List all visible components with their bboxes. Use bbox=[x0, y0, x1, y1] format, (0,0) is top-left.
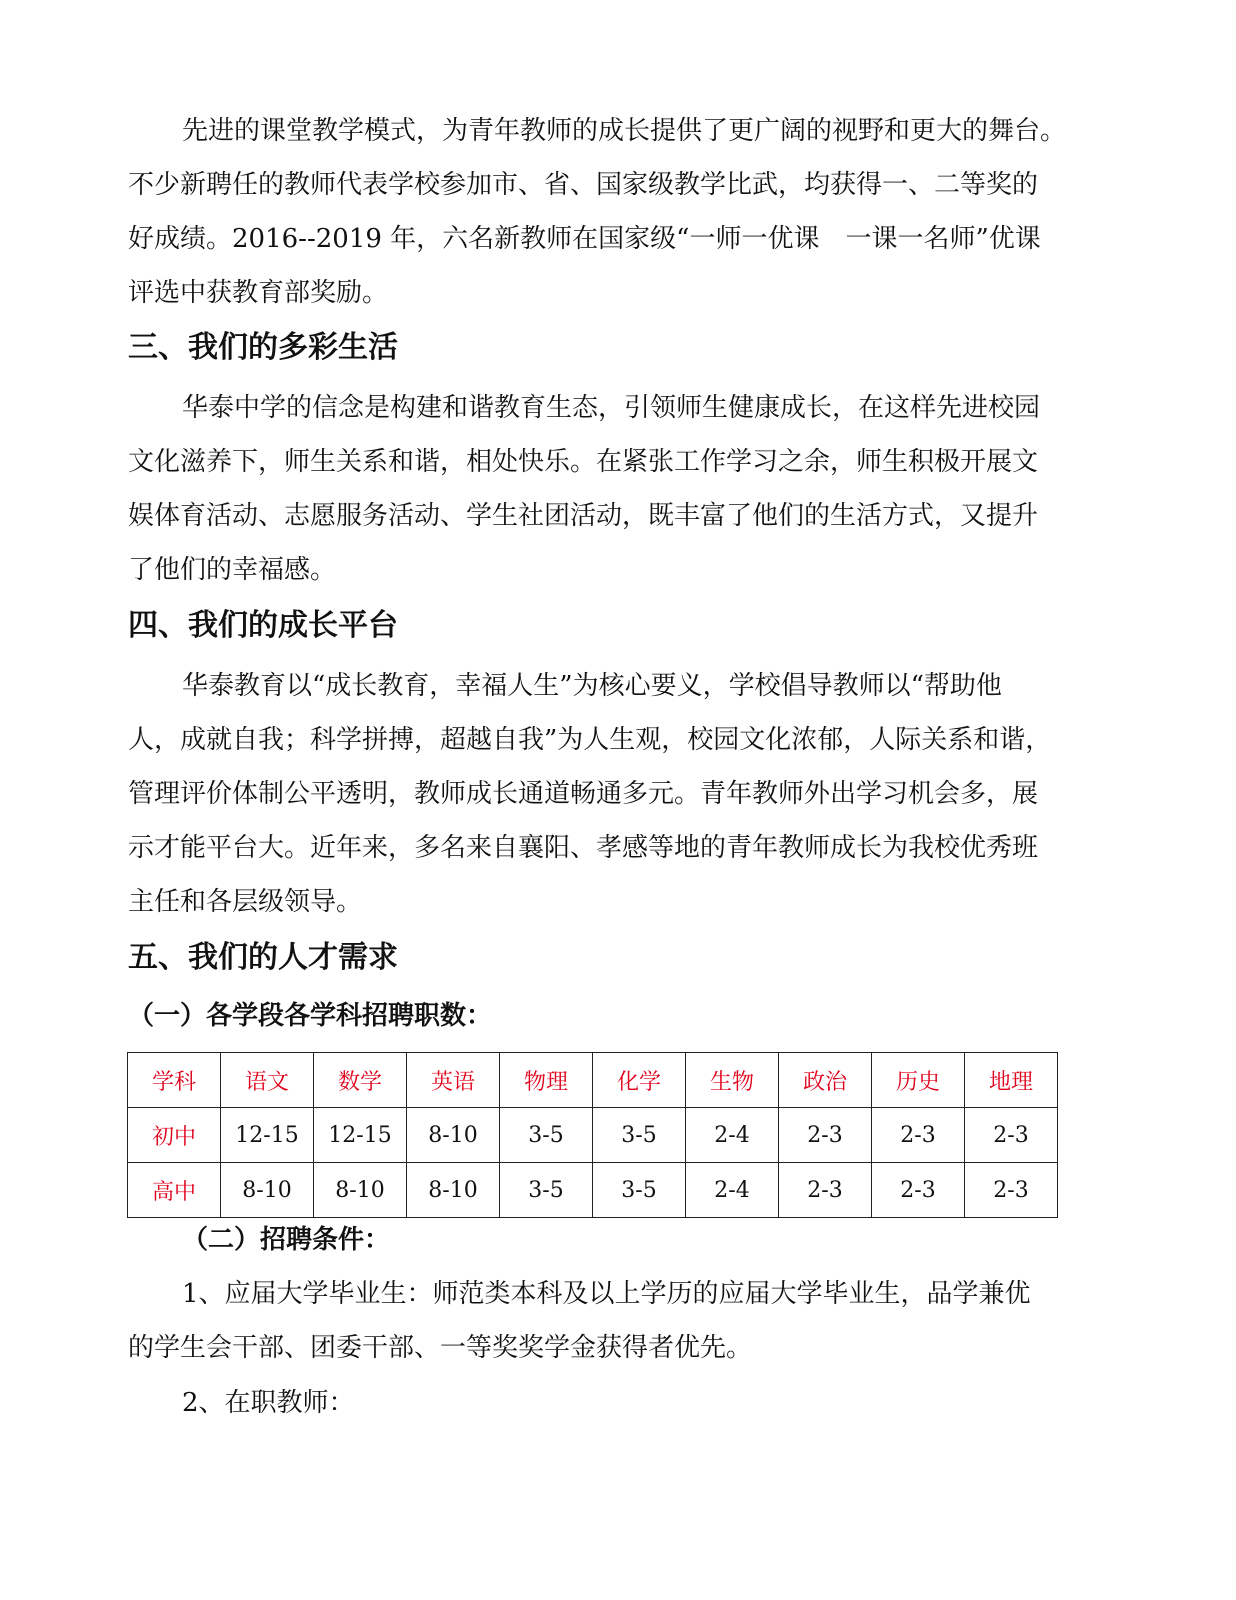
text-line: 先进的课堂教学模式，为青年教师的成长提供了更广阔的视野和更大的舞台。 bbox=[182, 116, 1067, 146]
table-header-cell: 历史 bbox=[872, 1053, 965, 1108]
text-line: 娱体育活动、志愿服务活动、学生社团活动，既丰富了他们的生活方式，又提升 bbox=[128, 501, 1039, 531]
subheading-conditions: （二）招聘条件： bbox=[182, 1225, 391, 1255]
paragraph-growth-platform bbox=[128, 659, 1128, 929]
paragraph-condition-graduates bbox=[128, 1267, 1128, 1375]
table-cell: 8-10 bbox=[221, 1163, 314, 1218]
table-cell: 12-15 bbox=[221, 1108, 314, 1163]
paragraph-colorful-life bbox=[128, 381, 1128, 597]
text-line: 主任和各层级领导。 bbox=[128, 887, 363, 917]
section-heading-talent: 五、我们的人才需求 bbox=[128, 940, 398, 975]
table-header-cell: 物理 bbox=[500, 1053, 593, 1108]
table-cell: 3-5 bbox=[593, 1163, 686, 1218]
table-cell: 2-3 bbox=[965, 1108, 1058, 1163]
text-line: 华泰教育以“成长教育，幸福人生”为核心要义，学校倡导教师以“帮助他 bbox=[182, 671, 1002, 701]
text-line: 的学生会干部、团委干部、一等奖奖学金获得者优先。 bbox=[128, 1333, 753, 1363]
paragraph-teaching-achievements bbox=[128, 104, 1128, 320]
table-cell: 2-3 bbox=[872, 1163, 965, 1218]
table-header-cell: 数学 bbox=[314, 1053, 407, 1108]
table-cell: 8-10 bbox=[407, 1108, 500, 1163]
text-line: 了他们的幸福感。 bbox=[128, 555, 337, 585]
table-cell: 3-5 bbox=[500, 1108, 593, 1163]
table-cell: 8-10 bbox=[314, 1163, 407, 1218]
table-row bbox=[128, 1108, 1058, 1163]
table-header-cell: 英语 bbox=[407, 1053, 500, 1108]
table-cell: 2-3 bbox=[965, 1163, 1058, 1218]
text-line: 2、在职教师： bbox=[182, 1388, 355, 1418]
table-header-cell: 政治 bbox=[779, 1053, 872, 1108]
table-cell: 2-3 bbox=[779, 1108, 872, 1163]
table-header-cell: 地理 bbox=[965, 1053, 1058, 1108]
table-row bbox=[128, 1163, 1058, 1218]
table-cell: 2-4 bbox=[686, 1163, 779, 1218]
text-line: 人，成就自我；科学拼搏，超越自我”为人生观，校园文化浓郁，人际关系和谐， bbox=[128, 725, 1052, 755]
table-cell: 2-3 bbox=[779, 1163, 872, 1218]
text-line: 文化滋养下，师生关系和谐，相处快乐。在紧张工作学习之余，师生积极开展文 bbox=[128, 447, 1039, 477]
table-header-row bbox=[128, 1053, 1058, 1108]
text-line: 示才能平台大。近年来，多名来自襄阳、孝感等地的青年教师成长为我校优秀班 bbox=[128, 833, 1039, 863]
paragraph-condition-teachers bbox=[128, 1376, 1128, 1430]
text-line: 好成绩。2016--2019 年，六名新教师在国家级“一师一优课 一课一名师”优课 bbox=[128, 224, 1041, 254]
table-header-cell: 语文 bbox=[221, 1053, 314, 1108]
table-header-cell: 生物 bbox=[686, 1053, 779, 1108]
table-cell: 2-3 bbox=[872, 1108, 965, 1163]
table-cell: 8-10 bbox=[407, 1163, 500, 1218]
text-line: 评选中获教育部奖励。 bbox=[128, 278, 389, 308]
row-label: 高中 bbox=[128, 1163, 221, 1218]
table-header-cell: 化学 bbox=[593, 1053, 686, 1108]
table-header-cell: 学科 bbox=[128, 1053, 221, 1108]
subheading-positions: （一）各学段各学科招聘职数： bbox=[128, 1001, 493, 1031]
table-cell: 12-15 bbox=[314, 1108, 407, 1163]
text-line: 1、应届大学毕业生：师范类本科及以上学历的应届大学毕业生，品学兼优 bbox=[182, 1279, 1031, 1309]
table-cell: 3-5 bbox=[593, 1108, 686, 1163]
section-heading-life: 三、我们的多彩生活 bbox=[128, 330, 398, 365]
section-heading-growth: 四、我们的成长平台 bbox=[128, 608, 398, 643]
table-cell: 3-5 bbox=[500, 1163, 593, 1218]
table-cell: 2-4 bbox=[686, 1108, 779, 1163]
text-line: 不少新聘任的教师代表学校参加市、省、国家级教学比武，均获得一、二等奖的 bbox=[128, 170, 1039, 200]
text-line: 华泰中学的信念是构建和谐教育生态，引领师生健康成长，在这样先进校园 bbox=[182, 393, 1041, 423]
row-label: 初中 bbox=[128, 1108, 221, 1163]
recruitment-table bbox=[127, 1052, 1058, 1218]
text-line: 管理评价体制公平透明，教师成长通道畅通多元。青年教师外出学习机会多，展 bbox=[128, 779, 1039, 809]
